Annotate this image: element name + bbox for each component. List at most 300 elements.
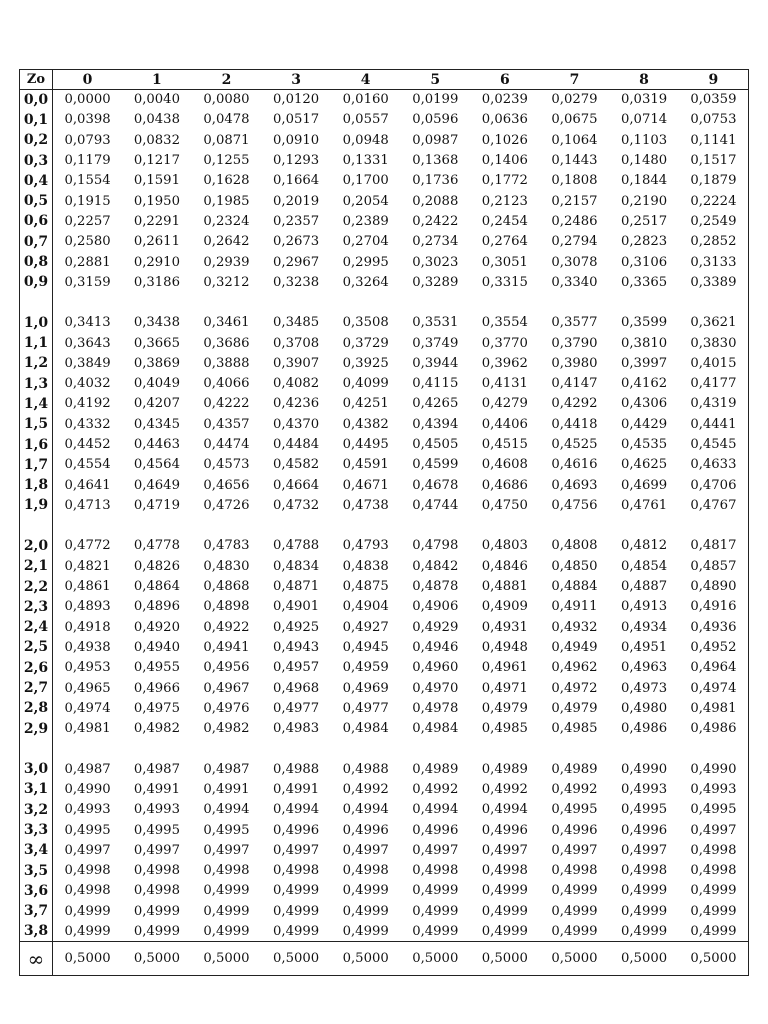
probability-cell: 0,5000 bbox=[400, 942, 470, 976]
probability-cell: 0,4920 bbox=[133, 619, 180, 635]
probability-cell: 0,3365 bbox=[620, 274, 668, 290]
probability-cell: 0,4997 bbox=[481, 842, 528, 858]
z-value-cell: 1,2 bbox=[20, 353, 53, 373]
probability-cell: 0,4207 bbox=[133, 396, 180, 412]
probability-cell: 0,4999 bbox=[342, 903, 389, 919]
column-header: 7 bbox=[540, 70, 610, 90]
probability-cell: 0,4974 bbox=[690, 680, 737, 696]
probability-cell: 0,4952 bbox=[690, 639, 737, 655]
probability-cell: 0,2257 bbox=[64, 213, 111, 229]
probability-cell: 0,4906 bbox=[412, 599, 459, 615]
probability-cell: 0,4890 bbox=[690, 579, 737, 595]
probability-cell: 0,4719 bbox=[133, 497, 180, 513]
probability-cell: 0,4985 bbox=[551, 721, 598, 737]
probability-cell: 0,3770 bbox=[481, 335, 528, 351]
spacer-cell bbox=[20, 292, 53, 312]
spacer-cell bbox=[53, 739, 749, 759]
probability-cell: 0,4995 bbox=[551, 802, 598, 818]
probability-cell: 0,4999 bbox=[412, 883, 459, 899]
probability-cell: 0,4999 bbox=[551, 883, 598, 899]
probability-cell: 0,4686 bbox=[481, 477, 528, 493]
group-spacer bbox=[20, 739, 749, 759]
probability-cell: 0,4989 bbox=[412, 761, 459, 777]
z-value-cell: 3,3 bbox=[20, 820, 53, 840]
probability-cell: 0,4484 bbox=[273, 437, 320, 453]
probability-cell: 0,4993 bbox=[620, 781, 668, 797]
probability-cell: 0,3508 bbox=[342, 315, 389, 331]
z-value-cell: 3,5 bbox=[20, 860, 53, 880]
column-header: 0 bbox=[53, 70, 123, 90]
probability-cell: 0,4993 bbox=[64, 802, 111, 818]
probability-cell: 0,2019 bbox=[273, 193, 320, 209]
probability-cell: 0,3665 bbox=[133, 335, 180, 351]
probability-cell: 0,2823 bbox=[620, 234, 668, 250]
probability-cell: 0,4474 bbox=[203, 437, 250, 453]
probability-cell: 0,1141 bbox=[690, 132, 737, 148]
probability-cell: 0,4049 bbox=[133, 376, 180, 392]
probability-cell: 0,4929 bbox=[412, 619, 459, 635]
probability-cell: 0,5000 bbox=[261, 942, 331, 976]
probability-cell: 0,4706 bbox=[690, 477, 737, 493]
probability-cell: 0,4993 bbox=[690, 781, 737, 797]
z-value-cell: 2,1 bbox=[20, 556, 53, 576]
probability-cell: 0,0160 bbox=[342, 92, 389, 108]
probability-cell: 0,3238 bbox=[273, 274, 320, 290]
probability-cell: 0,4938 bbox=[64, 639, 111, 655]
probability-cell: 0,4934 bbox=[620, 619, 668, 635]
probability-cell: 0,2852 bbox=[690, 234, 737, 250]
probability-cell: 0,4966 bbox=[133, 680, 180, 696]
probability-cell: 0,4582 bbox=[273, 457, 320, 473]
probability-cell: 0,4997 bbox=[690, 822, 737, 838]
probability-cell: 0,4994 bbox=[203, 802, 250, 818]
probability-cell: 0,5000 bbox=[192, 942, 262, 976]
probability-cell: 0,4418 bbox=[551, 416, 598, 432]
probability-cell: 0,4913 bbox=[620, 599, 668, 615]
z-value-cell: 0,0 bbox=[20, 90, 53, 110]
probability-cell: 0,2611 bbox=[133, 234, 180, 250]
probability-cell: 0,4998 bbox=[481, 863, 528, 879]
probability-cell: 0,2389 bbox=[342, 213, 389, 229]
probability-cell: 0,0714 bbox=[620, 112, 668, 128]
probability-cell: 0,1985 bbox=[203, 193, 250, 209]
probability-cell: 0,4864 bbox=[133, 579, 180, 595]
probability-cell: 0,3186 bbox=[133, 274, 180, 290]
table-row bbox=[20, 434, 749, 454]
probability-cell: 0,4909 bbox=[481, 599, 528, 615]
probability-cell: 0,4744 bbox=[412, 497, 459, 513]
probability-cell: 0,4998 bbox=[273, 863, 320, 879]
table-row bbox=[20, 860, 749, 880]
probability-cell: 0,4931 bbox=[481, 619, 528, 635]
probability-cell: 0,2357 bbox=[273, 213, 320, 229]
probability-cell: 0,4987 bbox=[133, 761, 180, 777]
table-row bbox=[20, 840, 749, 860]
probability-cell: 0,4978 bbox=[412, 700, 459, 716]
column-header: 3 bbox=[261, 70, 331, 90]
probability-cell: 0,4099 bbox=[342, 376, 389, 392]
table-row bbox=[20, 90, 749, 110]
probability-cell: 0,4394 bbox=[412, 416, 459, 432]
probability-cell: 0,4959 bbox=[342, 660, 389, 676]
probability-cell: 0,1554 bbox=[64, 173, 111, 189]
probability-cell: 0,2190 bbox=[620, 193, 668, 209]
probability-cell: 0,2291 bbox=[133, 213, 180, 229]
probability-cell: 0,4960 bbox=[412, 660, 459, 676]
probability-cell: 0,4345 bbox=[133, 416, 180, 432]
probability-cell: 0,4996 bbox=[620, 822, 668, 838]
probability-cell: 0,4838 bbox=[342, 558, 389, 574]
probability-cell: 0,1591 bbox=[133, 173, 180, 189]
probability-cell: 0,3686 bbox=[203, 335, 250, 351]
probability-cell: 0,4893 bbox=[64, 599, 111, 615]
probability-cell: 0,4992 bbox=[412, 781, 459, 797]
probability-cell: 0,2967 bbox=[273, 254, 320, 270]
probability-cell: 0,3708 bbox=[273, 335, 320, 351]
table-row bbox=[20, 658, 749, 678]
z-value-cell: 1,3 bbox=[20, 374, 53, 394]
probability-cell: 0,4994 bbox=[412, 802, 459, 818]
probability-cell: 0,3485 bbox=[273, 315, 320, 331]
spacer-cell bbox=[20, 739, 53, 759]
table-row bbox=[20, 171, 749, 191]
probability-cell: 0,1879 bbox=[690, 173, 737, 189]
probability-cell: 0,4999 bbox=[620, 883, 668, 899]
probability-cell: 0,4998 bbox=[690, 842, 737, 858]
probability-cell: 0,4996 bbox=[551, 822, 598, 838]
spacer-cell bbox=[20, 516, 53, 536]
table-row bbox=[20, 455, 749, 475]
spacer-cell bbox=[53, 292, 749, 312]
probability-cell: 0,4991 bbox=[273, 781, 320, 797]
probability-cell: 0,4996 bbox=[481, 822, 528, 838]
probability-cell: 0,4975 bbox=[133, 700, 180, 716]
probability-cell: 0,1736 bbox=[412, 173, 459, 189]
probability-cell: 0,5000 bbox=[331, 942, 401, 976]
probability-cell: 0,1628 bbox=[203, 173, 250, 189]
z-value-cell: 0,2 bbox=[20, 130, 53, 150]
table-row bbox=[20, 617, 749, 637]
probability-cell: 0,4977 bbox=[273, 700, 320, 716]
probability-cell: 0,4999 bbox=[342, 883, 389, 899]
z-value-cell: 0,9 bbox=[20, 272, 53, 292]
probability-cell: 0,4671 bbox=[342, 477, 389, 493]
probability-cell: 0,2673 bbox=[273, 234, 320, 250]
probability-cell: 0,3340 bbox=[551, 274, 598, 290]
probability-cell: 0,5000 bbox=[540, 942, 610, 976]
probability-cell: 0,4429 bbox=[620, 416, 668, 432]
probability-cell: 0,4972 bbox=[551, 680, 598, 696]
probability-cell: 0,4981 bbox=[690, 700, 737, 716]
probability-cell: 0,4998 bbox=[133, 863, 180, 879]
probability-cell: 0,4911 bbox=[551, 599, 598, 615]
probability-cell: 0,4726 bbox=[203, 497, 250, 513]
probability-cell: 0,1064 bbox=[551, 132, 598, 148]
probability-cell: 0,3729 bbox=[342, 335, 389, 351]
probability-cell: 0,4693 bbox=[551, 477, 598, 493]
table-row bbox=[20, 597, 749, 617]
probability-cell: 0,4986 bbox=[690, 721, 737, 737]
probability-cell: 0,4564 bbox=[133, 457, 180, 473]
probability-cell: 0,1103 bbox=[620, 132, 668, 148]
z-value-cell: 3,6 bbox=[20, 881, 53, 901]
probability-cell: 0,4997 bbox=[551, 842, 598, 858]
corner-header: Zo bbox=[20, 70, 53, 90]
probability-cell: 0,3438 bbox=[133, 315, 180, 331]
probability-cell: 0,3849 bbox=[64, 355, 111, 371]
probability-cell: 0,2704 bbox=[342, 234, 389, 250]
table-row bbox=[20, 820, 749, 840]
probability-cell: 0,4995 bbox=[203, 822, 250, 838]
probability-cell: 0,4999 bbox=[690, 923, 737, 939]
probability-cell: 0,4977 bbox=[342, 700, 389, 716]
probability-cell: 0,4868 bbox=[203, 579, 250, 595]
probability-cell: 0,4857 bbox=[690, 558, 737, 574]
probability-cell: 0,0040 bbox=[133, 92, 180, 108]
probability-cell: 0,4970 bbox=[412, 680, 459, 696]
z-value-cell: 3,7 bbox=[20, 901, 53, 921]
probability-cell: 0,4573 bbox=[203, 457, 250, 473]
probability-cell: 0,4990 bbox=[620, 761, 668, 777]
probability-cell: 0,4878 bbox=[412, 579, 459, 595]
probability-cell: 0,4940 bbox=[133, 639, 180, 655]
probability-cell: 0,2764 bbox=[481, 234, 528, 250]
probability-cell: 0,4999 bbox=[481, 883, 528, 899]
probability-cell: 0,0793 bbox=[64, 132, 111, 148]
probability-cell: 0,3413 bbox=[64, 315, 111, 331]
table-row bbox=[20, 150, 749, 170]
probability-cell: 0,4616 bbox=[551, 457, 598, 473]
probability-cell: 0,4995 bbox=[620, 802, 668, 818]
probability-cell: 0,4984 bbox=[342, 721, 389, 737]
probability-cell: 0,4995 bbox=[64, 822, 111, 838]
probability-cell: 0,3944 bbox=[412, 355, 459, 371]
probability-cell: 0,0398 bbox=[64, 112, 111, 128]
probability-cell: 0,3621 bbox=[690, 315, 737, 331]
probability-cell: 0,4974 bbox=[64, 700, 111, 716]
probability-cell: 0,3907 bbox=[273, 355, 320, 371]
probability-cell: 0,1255 bbox=[203, 153, 250, 169]
probability-cell: 0,0987 bbox=[412, 132, 459, 148]
probability-cell: 0,2422 bbox=[412, 213, 459, 229]
probability-cell: 0,4990 bbox=[64, 781, 111, 797]
table-row bbox=[20, 678, 749, 698]
probability-cell: 0,4265 bbox=[412, 396, 459, 412]
probability-cell: 0,4881 bbox=[481, 579, 528, 595]
z-value-cell: 3,2 bbox=[20, 800, 53, 820]
probability-cell: 0,1026 bbox=[481, 132, 528, 148]
probability-cell: 0,4997 bbox=[203, 842, 250, 858]
probability-cell: 0,3790 bbox=[551, 335, 598, 351]
probability-cell: 0,4946 bbox=[412, 639, 459, 655]
probability-cell: 0,4998 bbox=[342, 863, 389, 879]
column-header: 5 bbox=[400, 70, 470, 90]
probability-cell: 0,2486 bbox=[551, 213, 598, 229]
probability-cell: 0,1217 bbox=[133, 153, 180, 169]
probability-cell: 0,4999 bbox=[412, 923, 459, 939]
probability-cell: 0,1950 bbox=[133, 193, 180, 209]
probability-cell: 0,3554 bbox=[481, 315, 528, 331]
probability-cell: 0,4993 bbox=[133, 802, 180, 818]
z-value-cell: 1,5 bbox=[20, 414, 53, 434]
probability-cell: 0,4292 bbox=[551, 396, 598, 412]
table-row bbox=[20, 495, 749, 515]
probability-cell: 0,4948 bbox=[481, 639, 528, 655]
probability-cell: 0,2517 bbox=[620, 213, 668, 229]
probability-cell: 0,4986 bbox=[620, 721, 668, 737]
probability-cell: 0,4994 bbox=[342, 802, 389, 818]
probability-cell: 0,3869 bbox=[133, 355, 180, 371]
probability-cell: 0,1915 bbox=[64, 193, 111, 209]
z-value-cell: 2,4 bbox=[20, 617, 53, 637]
z-value-cell: 1,0 bbox=[20, 313, 53, 333]
table-row bbox=[20, 414, 749, 434]
probability-cell: 0,1406 bbox=[481, 153, 528, 169]
probability-cell: 0,4999 bbox=[273, 923, 320, 939]
probability-cell: 0,3599 bbox=[620, 315, 668, 331]
probability-cell: 0,3925 bbox=[342, 355, 389, 371]
probability-cell: 0,4997 bbox=[64, 842, 111, 858]
table-row bbox=[20, 211, 749, 231]
probability-cell: 0,5000 bbox=[609, 942, 679, 976]
probability-cell: 0,4984 bbox=[412, 721, 459, 737]
probability-cell: 0,0279 bbox=[551, 92, 598, 108]
probability-cell: 0,4999 bbox=[273, 903, 320, 919]
probability-cell: 0,4998 bbox=[203, 863, 250, 879]
probability-cell: 0,4279 bbox=[481, 396, 528, 412]
probability-cell: 0,4992 bbox=[342, 781, 389, 797]
table-row bbox=[20, 232, 749, 252]
probability-cell: 0,4945 bbox=[342, 639, 389, 655]
probability-cell: 0,3212 bbox=[203, 274, 250, 290]
z-value-cell: 3,8 bbox=[20, 921, 53, 941]
probability-cell: 0,3106 bbox=[620, 254, 668, 270]
probability-cell: 0,4649 bbox=[133, 477, 180, 493]
probability-cell: 0,4808 bbox=[551, 538, 598, 554]
probability-cell: 0,1293 bbox=[273, 153, 320, 169]
probability-cell: 0,4999 bbox=[551, 923, 598, 939]
probability-cell: 0,1772 bbox=[481, 173, 528, 189]
probability-cell: 0,4452 bbox=[64, 437, 111, 453]
probability-cell: 0,3133 bbox=[690, 254, 737, 270]
probability-cell: 0,4997 bbox=[412, 842, 459, 858]
probability-cell: 0,2054 bbox=[342, 193, 389, 209]
probability-cell: 0,4987 bbox=[203, 761, 250, 777]
probability-cell: 0,4999 bbox=[690, 903, 737, 919]
probability-cell: 0,4983 bbox=[273, 721, 320, 737]
probability-cell: 0,4641 bbox=[64, 477, 111, 493]
probability-cell: 0,4989 bbox=[481, 761, 528, 777]
probability-cell: 0,0832 bbox=[133, 132, 180, 148]
z-value-cell: 0,3 bbox=[20, 150, 53, 170]
probability-cell: 0,4896 bbox=[133, 599, 180, 615]
probability-cell: 0,4987 bbox=[64, 761, 111, 777]
table-row bbox=[20, 718, 749, 738]
probability-cell: 0,4955 bbox=[133, 660, 180, 676]
probability-cell: 0,4898 bbox=[203, 599, 250, 615]
table-row bbox=[20, 779, 749, 799]
probability-cell: 0,2324 bbox=[203, 213, 250, 229]
infinity-row bbox=[20, 942, 749, 976]
probability-cell: 0,4999 bbox=[64, 903, 111, 919]
probability-cell: 0,2881 bbox=[64, 254, 111, 270]
probability-cell: 0,1808 bbox=[551, 173, 598, 189]
probability-cell: 0,4995 bbox=[133, 822, 180, 838]
probability-cell: 0,3749 bbox=[412, 335, 459, 351]
probability-cell: 0,4861 bbox=[64, 579, 111, 595]
probability-cell: 0,4973 bbox=[620, 680, 668, 696]
z-value-cell: 1,1 bbox=[20, 333, 53, 353]
probability-cell: 0,5000 bbox=[679, 942, 749, 976]
probability-cell: 0,4988 bbox=[342, 761, 389, 777]
table-row bbox=[20, 881, 749, 901]
probability-cell: 0,4995 bbox=[690, 802, 737, 818]
table-row bbox=[20, 536, 749, 556]
probability-cell: 0,4441 bbox=[690, 416, 737, 432]
probability-cell: 0,4884 bbox=[551, 579, 598, 595]
probability-cell: 0,3264 bbox=[342, 274, 389, 290]
probability-cell: 0,4981 bbox=[64, 721, 111, 737]
probability-cell: 0,4599 bbox=[412, 457, 459, 473]
probability-cell: 0,3315 bbox=[481, 274, 528, 290]
z-value-cell: 2,9 bbox=[20, 718, 53, 738]
table-header bbox=[20, 70, 749, 90]
group-spacer bbox=[20, 516, 749, 536]
probability-cell: 0,4967 bbox=[203, 680, 250, 696]
table-row bbox=[20, 110, 749, 130]
probability-cell: 0,3531 bbox=[412, 315, 459, 331]
probability-cell: 0,0000 bbox=[64, 92, 111, 108]
probability-cell: 0,4943 bbox=[273, 639, 320, 655]
probability-cell: 0,4998 bbox=[690, 863, 737, 879]
table-row bbox=[20, 698, 749, 718]
probability-cell: 0,4991 bbox=[203, 781, 250, 797]
probability-cell: 0,4591 bbox=[342, 457, 389, 473]
probability-cell: 0,4406 bbox=[481, 416, 528, 432]
probability-cell: 0,4251 bbox=[342, 396, 389, 412]
probability-cell: 0,4996 bbox=[273, 822, 320, 838]
table-row bbox=[20, 130, 749, 150]
probability-cell: 0,3577 bbox=[551, 315, 598, 331]
probability-cell: 0,4162 bbox=[620, 376, 668, 392]
probability-cell: 0,2157 bbox=[551, 193, 598, 209]
probability-cell: 0,2454 bbox=[481, 213, 528, 229]
probability-cell: 0,1517 bbox=[690, 153, 737, 169]
probability-cell: 0,4922 bbox=[203, 619, 250, 635]
probability-cell: 0,4990 bbox=[690, 761, 737, 777]
z-value-cell: 0,8 bbox=[20, 252, 53, 272]
probability-cell: 0,4956 bbox=[203, 660, 250, 676]
z-value-cell: 3,1 bbox=[20, 779, 53, 799]
probability-cell: 0,3830 bbox=[690, 335, 737, 351]
probability-cell: 0,4803 bbox=[481, 538, 528, 554]
probability-cell: 0,4964 bbox=[690, 660, 737, 676]
probability-cell: 0,4971 bbox=[481, 680, 528, 696]
probability-cell: 0,0675 bbox=[551, 112, 598, 128]
probability-cell: 0,4332 bbox=[64, 416, 111, 432]
probability-cell: 0,4887 bbox=[620, 579, 668, 595]
table-row bbox=[20, 921, 749, 941]
table-row bbox=[20, 394, 749, 414]
probability-cell: 0,1480 bbox=[620, 153, 668, 169]
probability-cell: 0,4979 bbox=[481, 700, 528, 716]
probability-cell: 0,2939 bbox=[203, 254, 250, 270]
probability-cell: 0,4767 bbox=[690, 497, 737, 513]
probability-cell: 0,4965 bbox=[64, 680, 111, 696]
probability-cell: 0,4953 bbox=[64, 660, 111, 676]
probability-cell: 0,4980 bbox=[620, 700, 668, 716]
probability-cell: 0,0120 bbox=[273, 92, 320, 108]
